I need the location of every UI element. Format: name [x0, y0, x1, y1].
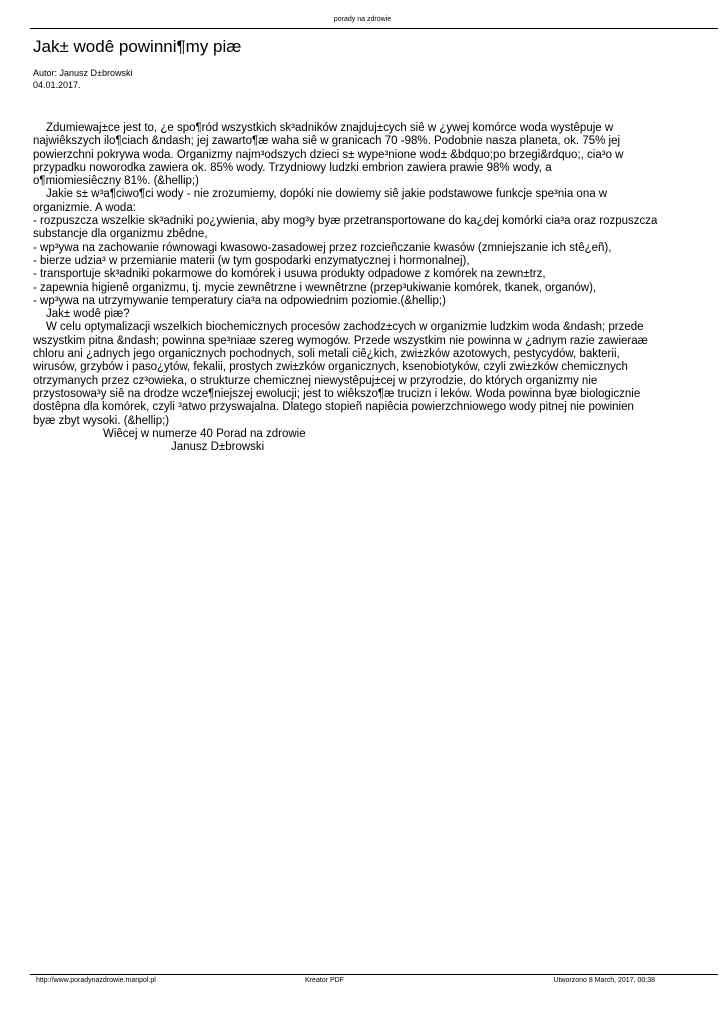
footer-url: http://www.poradynazdrowie.manpol.pl	[36, 977, 156, 984]
body-line: Zdumiewaj±ce jest to, ¿e spo¶ród wszystkich sk³adników znajduj±cych siê w ¿ywej komórce woda wystêpuje w	[46, 122, 614, 134]
article-body	[33, 122, 725, 454]
body-line: powierzchni pokrywa woda. Organizmy najm³odszych dzieci s± wype³nione wod± &bdquo;po brzegi&rdquo;, cia³o w	[33, 148, 624, 161]
body-line: byæ zbyt wysoki. (&hellip;)	[33, 414, 170, 427]
article-date: 04.01.2017.	[33, 80, 81, 90]
signature-line: Janusz D±browski	[171, 441, 265, 454]
body-line: wirusów, grzybów i paso¿ytów, fekalii, prostych zwi±zków organicznych, ksenobiotyków, czyli zwi±zków chemicznych	[33, 361, 628, 374]
page-header: porady na zdrowie	[333, 16, 392, 23]
page-footer	[0, 977, 725, 987]
footer-rule	[30, 974, 718, 975]
body-line: wszystkim pitna &ndash; powinna spe³niaæ szereg wymogów. Przede wszystkim nie powinna w ¿adnym razie zawieraæ	[33, 334, 648, 347]
footer-created: Utworzono 8 March, 2017, 00:38	[553, 977, 655, 984]
body-line: przystosowa³y siê na drodze wcze¶niejszej ewolucji; jest to wiêkszo¶æ trucizn i leków. Woda powinna byæ biologicznie	[33, 387, 641, 400]
article-title: Jak± wodê powinni¶my piæ	[33, 37, 242, 56]
body-line: chloru ani ¿adnych jego organicznych pochodnych, soli metali ciê¿kich, zwi±zków azotowych, pestycydów, bakterii,	[33, 348, 620, 361]
footer-generator: Kreator PDF	[305, 977, 344, 984]
body-line: substancje dla organizmu zbêdne,	[33, 228, 208, 241]
body-line: - transportuje sk³adniki pokarmowe do komórek i usuwa produkty odpadowe z komórek na zewn±trz,	[33, 268, 546, 281]
body-line: Jakie s± w³a¶ciwo¶ci wody - nie zrozumiemy, dopóki nie dowiemy siê jakie podstawowe funkcje spe³nia ona w	[46, 188, 608, 201]
header-rule	[30, 28, 718, 29]
body-line: dostêpna dla komórek, czyli ³atwo przyswajalna. Dlatego stopieñ napiêcia powierzchniowego wody pitnej nie powinien	[33, 401, 634, 414]
body-line: otrzymanych przez cz³owieka, o strukturze chemicznej niewystêpuj±cej w przyrodzie, do których organizmy nie	[33, 374, 598, 387]
body-line: najwiêkszych ilo¶ciach &ndash; jej zawarto¶æ waha siê w granicach 70 -98%. Podobnie nasza planeta, ok. 75% jej	[33, 135, 621, 148]
author-line: Autor: Janusz D±browski	[33, 68, 133, 78]
more-info-line: Wiêcej w numerze 40 Porad na zdrowie	[103, 427, 306, 440]
body-line: - wp³ywa na zachowanie równowagi kwasowo-zasadowej przez rozcieñczanie kwasów (zmniejszanie ich stê¿eñ),	[33, 241, 612, 254]
body-line: - rozpuszcza wszelkie sk³adniki po¿ywienia, aby mog³y byæ przetransportowane do ka¿dej komórki cia³a oraz rozpuszcza	[33, 215, 658, 228]
body-line: o¶miomiesiêczny 81%. (&hellip;)	[33, 175, 199, 188]
body-line: organizmie. A woda:	[33, 201, 136, 214]
body-line: W celu optymalizacji wszelkich biochemicznych procesów zachodz±cych w organizmie ludzkim woda &ndash; przede	[46, 321, 644, 334]
body-line: - bierze udzia³ w przemianie materii (w tym gospodarki enzymatycznej i hormonalnej),	[33, 254, 470, 267]
body-line: - wp³ywa na utrzymywanie temperatury cia³a na odpowiednim poziomie.(&hellip;)	[33, 294, 446, 307]
body-line: - zapewnia higienê organizmu, tj. mycie zewnêtrzne i wewnêtrzne (przep³ukiwanie komórek, tkanek, organów),	[33, 281, 597, 294]
body-line: przypadku noworodka zawiera ok. 85% wody. Trzydniowy ludzki embrion zawiera prawie 98% wody, a	[33, 161, 552, 174]
section-heading: Jak± wodê piæ?	[46, 308, 130, 321]
article-meta	[33, 67, 132, 91]
